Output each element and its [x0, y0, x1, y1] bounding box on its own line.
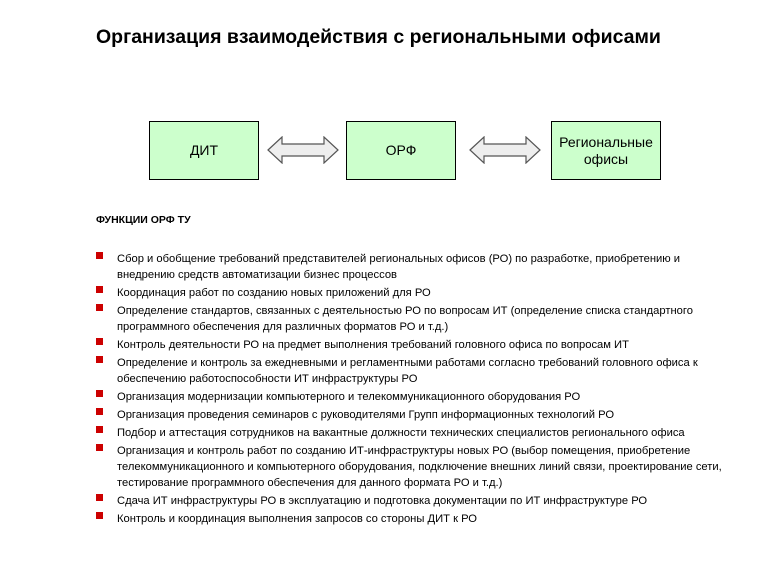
bullet-icon	[96, 390, 103, 397]
list-item	[96, 511, 736, 527]
list-item-text: Организация и контроль работ по созданию ИТ-инфраструктуры новых РО (выбор помещения, приобретение телекоммуникационного и компьютерного оборудования, подключение внешних линий связи, проектирование сети, тестирование программного обеспечения для данного формата РО и т.д.)	[117, 445, 722, 489]
node-dit	[149, 121, 259, 180]
list-item-text: Организация проведения семинаров с руководителями Групп информационных технологий РО	[117, 409, 615, 421]
node-regional-offices	[551, 121, 661, 180]
list-item-text: Сдача ИТ инфраструктуры РО в эксплуатацию и подготовка документации по ИТ инфраструктуре РО	[117, 495, 648, 507]
list-item	[96, 303, 736, 335]
bullet-icon	[96, 286, 103, 293]
bullet-icon	[96, 356, 103, 363]
functions-list	[96, 251, 736, 529]
list-item-text: Контроль и координация выполнения запросов со стороны ДИТ к РО	[117, 513, 477, 525]
list-item	[96, 355, 736, 387]
node-dit-label: ДИТ	[189, 142, 219, 158]
list-item-text: Определение и контроль за ежедневными и регламентными работами согласно требований головного офиса к обеспечению работоспособности ИТ инфраструктуры РО	[117, 357, 698, 385]
bullet-icon	[96, 252, 103, 259]
list-item	[96, 425, 736, 441]
list-item	[96, 389, 736, 405]
list-item	[96, 251, 736, 283]
bullet-icon	[96, 304, 103, 311]
bullet-icon	[96, 426, 103, 433]
list-item-text: Сбор и обобщение требований представителей региональных офисов (РО) по разработке, приобретению и внедрению средств автоматизации бизнес процессов	[117, 253, 681, 281]
node-orf	[346, 121, 456, 180]
list-item	[96, 285, 736, 301]
list-item-text: Координация работ по созданию новых приложений для РО	[117, 287, 431, 299]
node-orf-label: ОРФ	[385, 142, 417, 158]
list-item-text: Определение стандартов, связанных с деятельностью РО по вопросам ИТ (определение списка стандартного программного обеспечения для различных форматов РО и т.д.)	[117, 305, 693, 333]
bullet-icon	[96, 444, 103, 451]
section-heading: ФУНКЦИИ ОРФ ТУ	[96, 214, 191, 226]
double-arrow-icon	[267, 136, 339, 164]
page-title: Организация взаимодействия с региональными офисами	[96, 26, 661, 48]
bullet-icon	[96, 338, 103, 345]
double-arrow-icon	[469, 136, 541, 164]
list-item-text: Организация модернизации компьютерного и телекоммуникационного оборудования РО	[117, 391, 581, 403]
list-item	[96, 407, 736, 423]
bullet-icon	[96, 494, 103, 501]
list-item	[96, 493, 736, 509]
list-item-text: Контроль деятельности РО на предмет выполнения требований головного офиса по вопросам ИТ	[117, 339, 629, 351]
node-regional-offices-label: Региональные офисы	[559, 133, 653, 167]
list-item-text: Подбор и аттестация сотрудников на вакантные должности технических специалистов регионального офиса	[117, 427, 685, 439]
bullet-icon	[96, 512, 103, 519]
bullet-icon	[96, 408, 103, 415]
list-item	[96, 443, 736, 491]
list-item	[96, 337, 736, 353]
